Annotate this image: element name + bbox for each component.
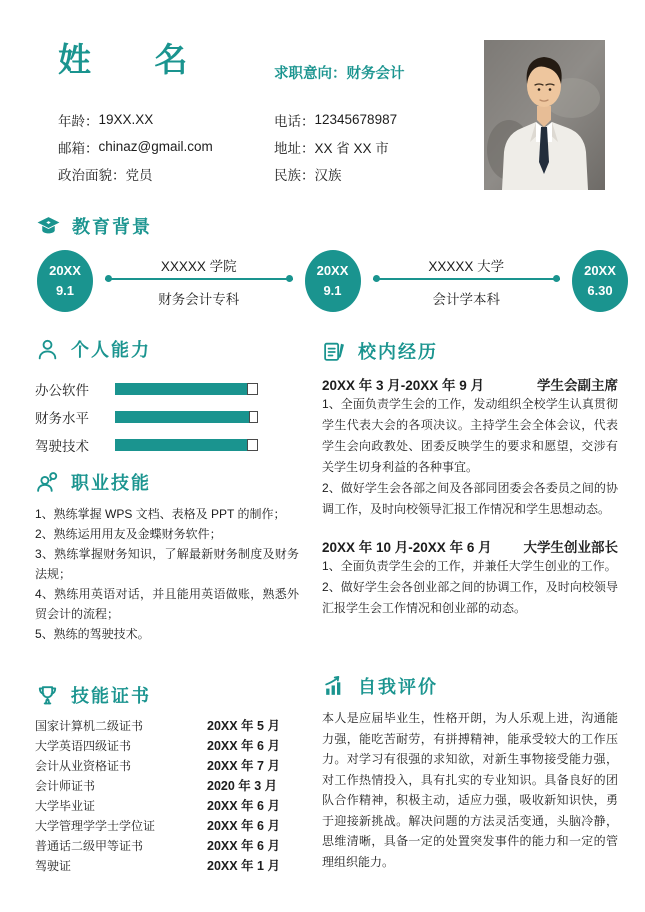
certificate-name: 会计从业资格证书 xyxy=(35,758,132,773)
info-label: 民族： xyxy=(274,167,315,183)
info-value: 12345678987 xyxy=(314,112,398,127)
certificate-name: 大学管理学学士学位证 xyxy=(35,818,156,833)
section-title: 校内经历 xyxy=(358,342,438,362)
ability-label: 财务水平 xyxy=(35,411,89,426)
skill-bar-rest xyxy=(249,411,258,423)
info-label: 地址： xyxy=(274,140,315,156)
trophy-icon xyxy=(35,683,60,708)
growth-chart-icon xyxy=(322,674,347,699)
certificate-name: 大学英语四级证书 xyxy=(35,738,132,753)
info-label: 电话： xyxy=(274,113,315,129)
ability-label: 驾驶技术 xyxy=(35,439,89,454)
entry-detail: 2、做好学生会各创业部之间的协调工作，及时向校领导汇报学生会工作情况和创业部的动态。 xyxy=(322,580,618,615)
certificate-row xyxy=(35,715,299,735)
certificate-date: 20XX 年 1 月 xyxy=(207,859,280,873)
job-intention xyxy=(274,62,405,83)
certificate-date: 20XX 年 7 月 xyxy=(207,759,280,773)
certificate-name: 国家计算机二级证书 xyxy=(35,718,144,733)
left-column xyxy=(35,336,299,875)
section-title: 教育背景 xyxy=(72,217,152,237)
entry-period: 20XX 年 10 月-20XX 年 6 月 xyxy=(322,539,492,555)
candidate-name: 姓 名 xyxy=(58,41,203,78)
major-name: 财务会计专科 xyxy=(158,291,240,307)
section-education xyxy=(0,213,645,312)
skill-bar xyxy=(115,383,258,395)
timeline-date-circle xyxy=(37,250,93,312)
campus-entry-header xyxy=(322,373,618,394)
skill-item: 4、熟练用英语对话，并且能用英语做账，熟悉外贸会计的流程； xyxy=(35,587,299,621)
timeline-segment xyxy=(361,255,573,308)
skill-item: 5、熟练的驾驶技术。 xyxy=(35,627,150,641)
ability-row xyxy=(35,375,299,403)
person-chat-icon xyxy=(35,470,60,495)
person-icon xyxy=(35,337,60,362)
certificate-row xyxy=(35,735,299,755)
abilities-header xyxy=(35,336,299,362)
self-evaluation-text: 本人是应届毕业生，性格开朗，为人乐观上进，沟通能力强，能吃苦耐劳，有拼搏精神，能承受较大的工作压力。对学习有很强的求知欲，对新生事物接受能力强，对工作热情投入，具有扎实的专业知识。具备良好的团队合作精神，积极主动，适应力强，吸收新知识快，勇于迎接新挑战。解决问题的方法灵活变通，头脑冷静，思维清晰，具备一定的处置突发事件的能力和一定的管理组织能力。 xyxy=(322,711,618,869)
ability-row xyxy=(35,431,299,459)
skill-item: 1、熟练掌握 WPS 文档、表格及 PPT 的制作； xyxy=(35,507,286,521)
info-value: chinaz@gmail.com xyxy=(98,139,213,154)
entry-detail: 1、全面负责学生会的工作，发动组织全校学生认真贯彻学生代表大会的各项决议。主持学生会全体会议，代表学生会向政教处、团委反映学生的要求和愿望，交涉有关学生切身利益的各种事宜。 xyxy=(322,397,618,474)
info-value: 党员 xyxy=(125,167,153,183)
personal-info-right xyxy=(274,106,397,187)
certificate-row xyxy=(35,795,299,815)
skill-item: 2、熟练运用用友及金蝶财务软件； xyxy=(35,527,222,541)
personal-info-left xyxy=(58,106,213,187)
certificates-header xyxy=(35,682,299,708)
timeline-year: 20XX xyxy=(584,262,616,278)
ability-row xyxy=(35,403,299,431)
timeline-segment xyxy=(93,255,305,308)
campus-entry xyxy=(322,535,618,619)
certificate-date: 20XX 年 5 月 xyxy=(207,719,280,733)
info-label: 政治面貌： xyxy=(58,167,126,183)
ability-label: 办公软件 xyxy=(35,383,89,398)
campus-header xyxy=(322,338,618,364)
major-name: 会计学本科 xyxy=(432,291,500,307)
certificate-name: 会计师证书 xyxy=(35,778,96,793)
info-value: XX 省 XX 市 xyxy=(314,140,389,156)
entry-period: 20XX 年 3 月-20XX 年 9 月 xyxy=(322,377,485,393)
campus-entries xyxy=(322,373,618,619)
right-column xyxy=(322,338,618,872)
skills-header xyxy=(35,469,299,495)
section-title: 职业技能 xyxy=(71,473,151,493)
certificate-list xyxy=(35,715,299,875)
skill-bar-rest xyxy=(247,439,258,451)
info-row-phone xyxy=(274,106,397,133)
certificate-date: 2020 年 3 月 xyxy=(207,779,278,793)
skill-bar xyxy=(115,411,258,423)
certificate-date: 20XX 年 6 月 xyxy=(207,739,280,753)
timeline-date-circle xyxy=(572,250,628,312)
entry-detail: 1、全面负责学生会的工作，并兼任大学生创业的工作。 xyxy=(322,559,617,573)
certificate-row xyxy=(35,855,299,875)
skill-item: 3、熟练掌握财务知识，了解最新财务制度及财务法规； xyxy=(35,547,299,581)
campus-entry-header xyxy=(322,535,618,556)
section-title: 个人能力 xyxy=(71,340,151,360)
timeline-year: 20XX xyxy=(49,262,81,278)
info-label: 年龄： xyxy=(58,113,99,129)
skills-list xyxy=(35,504,299,644)
info-label: 邮箱： xyxy=(58,140,99,156)
school-name: XXXXX 学院 xyxy=(160,258,237,274)
certificate-name: 大学毕业证 xyxy=(35,798,96,813)
skill-bar xyxy=(115,439,258,451)
info-row-address xyxy=(274,133,397,160)
timeline-day: 9.1 xyxy=(55,283,75,298)
evaluation-header xyxy=(322,673,618,699)
timeline-day: 6.30 xyxy=(587,283,613,298)
info-row-political-status xyxy=(58,160,213,187)
certificate-date: 20XX 年 6 月 xyxy=(207,819,280,833)
certificate-name: 驾驶证 xyxy=(35,858,72,873)
skill-bar-rest xyxy=(247,383,258,395)
graduation-cap-icon xyxy=(36,214,61,239)
skill-bar-fill xyxy=(115,383,247,395)
education-timeline xyxy=(37,250,628,312)
info-row-ethnicity xyxy=(274,160,397,187)
timeline-year: 20XX xyxy=(316,262,349,278)
certificate-name: 普通话二级甲等证书 xyxy=(35,838,144,853)
entry-role: 大学生创业部长 xyxy=(523,539,618,555)
timeline-date-circle xyxy=(305,250,361,312)
certificate-row xyxy=(35,815,299,835)
job-intention-value: 财务会计 xyxy=(346,66,405,82)
campus-entry xyxy=(322,373,618,520)
certificate-date: 20XX 年 6 月 xyxy=(207,799,280,813)
job-intention-label: 求职意向： xyxy=(274,66,347,82)
info-row-email xyxy=(58,133,213,160)
certificate-date: 20XX 年 6 月 xyxy=(207,839,280,853)
profile-photo xyxy=(484,40,605,190)
certificate-row xyxy=(35,775,299,795)
skill-bar-fill xyxy=(115,411,249,423)
entry-role: 学生会副主席 xyxy=(537,377,618,393)
section-title: 技能证书 xyxy=(71,686,151,706)
section-title: 自我评价 xyxy=(358,677,438,697)
entry-detail: 2、做好学生会各部之间及各部同团委会各委员之间的协调工作，及时向校领导汇报工作情况和学生思想动态。 xyxy=(322,481,618,516)
school-name: XXXXX 大学 xyxy=(428,258,505,274)
info-value: 汉族 xyxy=(314,167,342,183)
certificate-row xyxy=(35,755,299,775)
timeline-day: 9.1 xyxy=(323,283,342,298)
info-value: 19XX.XX xyxy=(98,112,154,127)
skill-bar-fill xyxy=(115,439,247,451)
timeline-connector xyxy=(373,278,561,280)
abilities-list xyxy=(35,375,299,459)
info-row-age xyxy=(58,106,213,133)
timeline-connector xyxy=(105,278,293,280)
education-header xyxy=(36,213,645,239)
certificate-row xyxy=(35,835,299,855)
document-pen-icon xyxy=(322,339,347,364)
portrait-illustration xyxy=(484,40,605,190)
